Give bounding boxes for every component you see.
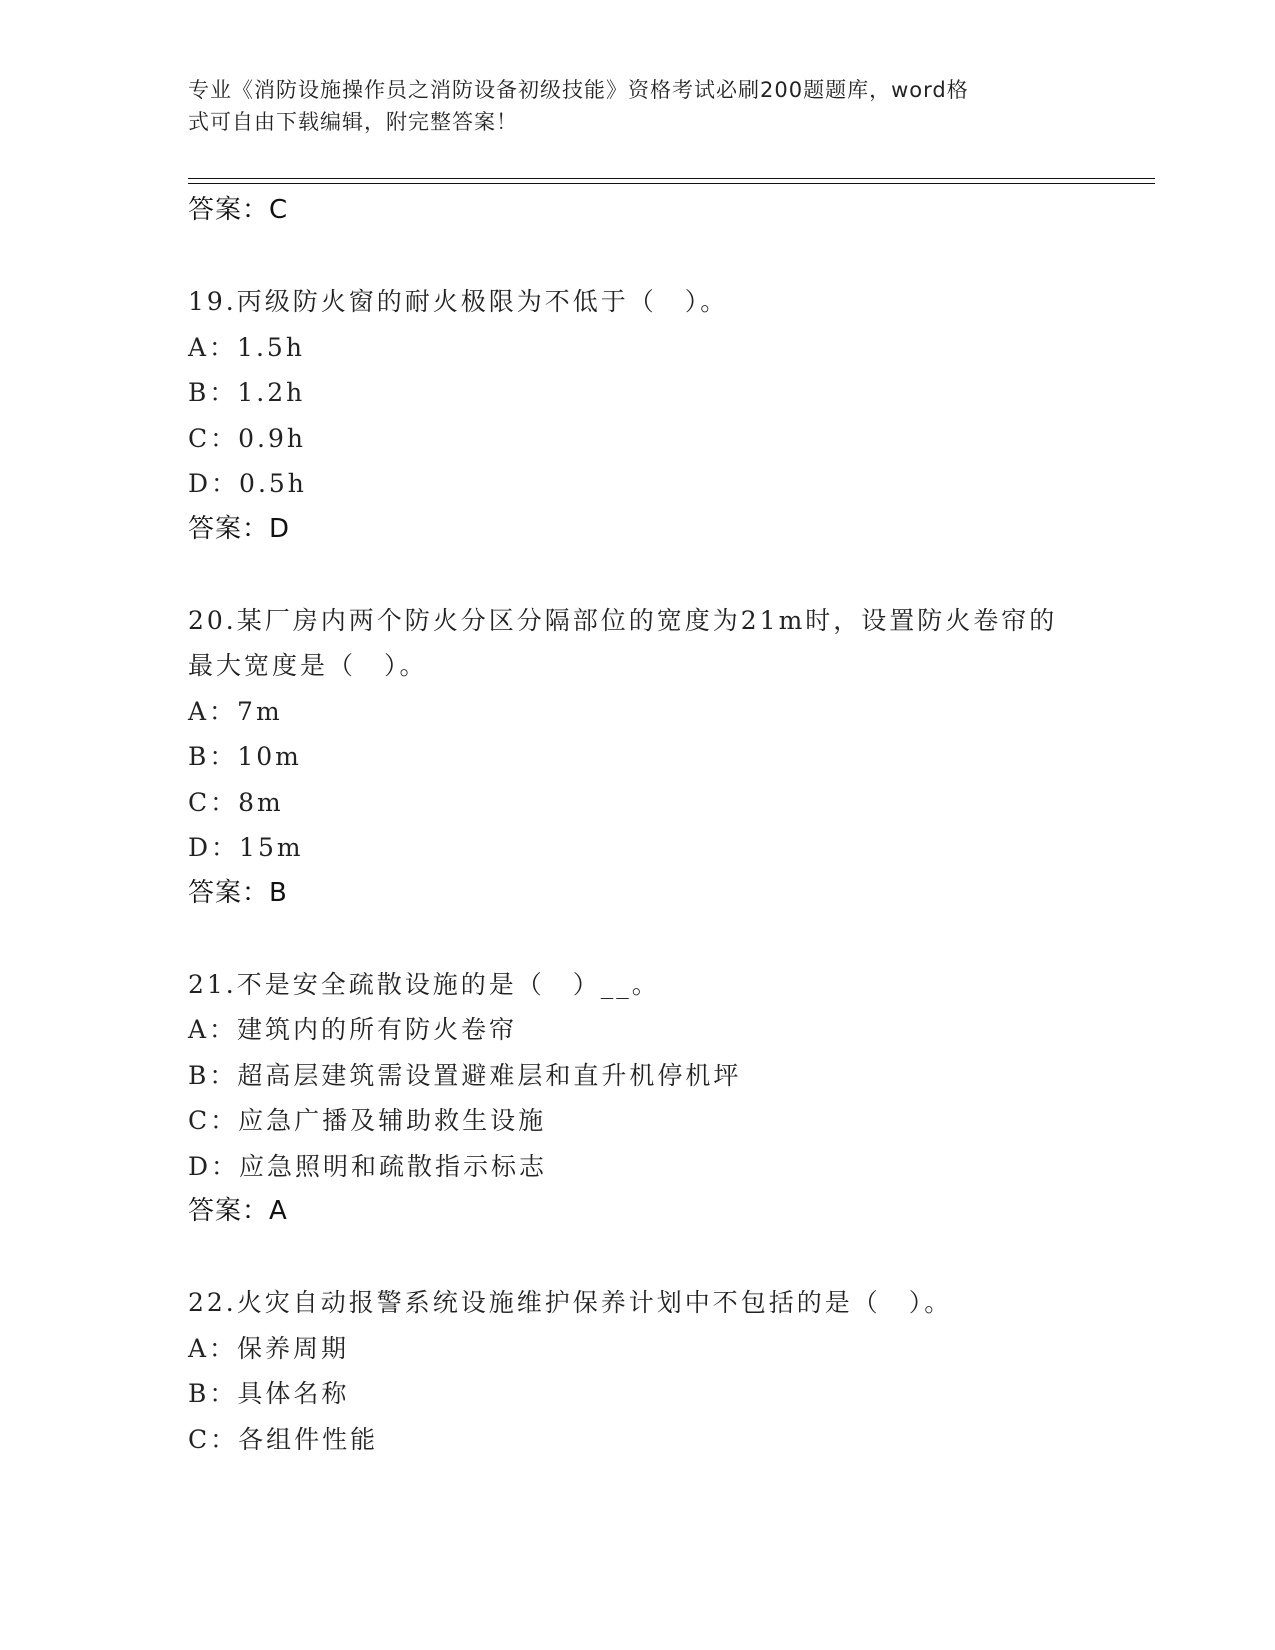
question-stem: 22.火灾自动报警系统设施维护保养计划中不包括的是（ ）。 — [188, 1288, 953, 1317]
option-c: C：8m — [188, 787, 284, 817]
option-b: B：超高层建筑需设置避难层和直升机停机坪 — [188, 1060, 742, 1090]
answer-line: 答案：B — [188, 877, 288, 908]
spacer — [188, 552, 1088, 598]
question-stem-continued: 最大宽度是（ ）。 — [188, 651, 428, 680]
question-20 — [188, 598, 1088, 917]
spacer — [188, 234, 1088, 280]
question-stem: 21.不是安全疏散设施的是（ ）__。 — [188, 969, 660, 999]
option-d: D：15m — [188, 833, 304, 862]
answer-line: 答案：A — [188, 1196, 288, 1226]
option-d: D：应急照明和疏散指示标志 — [188, 1151, 548, 1181]
option-c: C：各组件性能 — [188, 1424, 379, 1454]
header-line-2: 式可自由下载编辑，附完整答案！ — [188, 110, 518, 134]
answer-line: 答案：C — [188, 195, 289, 225]
header-divider-bottom — [188, 183, 1155, 184]
option-a: A：保养周期 — [188, 1333, 350, 1363]
option-b: B：1.2h — [188, 378, 306, 407]
option-c: C：0.9h — [188, 423, 306, 453]
document-header — [188, 74, 1088, 138]
question-21 — [188, 962, 1088, 1235]
option-b: B：10m — [188, 742, 302, 771]
question-list — [188, 188, 1088, 1462]
option-c: C：应急广播及辅助救生设施 — [188, 1106, 547, 1135]
spacer — [188, 916, 1088, 962]
question-19 — [188, 279, 1088, 552]
option-a: A：建筑内的所有防火卷帘 — [188, 1015, 518, 1044]
option-a: A：7m — [188, 696, 283, 726]
header-divider-top — [188, 178, 1155, 179]
option-b: B：具体名称 — [188, 1379, 350, 1408]
question-stem: 19.丙级防火窗的耐火极限为不低于（ ）。 — [188, 287, 729, 316]
option-d: D：0.5h — [188, 469, 307, 498]
question-stem: 20.某厂房内两个防火分区分隔部位的宽度为21m时，设置防火卷帘的 — [188, 605, 1058, 635]
option-a: A：1.5h — [188, 332, 305, 362]
answer-line: 答案：D — [188, 513, 291, 544]
question-22 — [188, 1280, 1088, 1462]
spacer — [188, 1235, 1088, 1281]
header-line-1: 专业《消防设施操作员之消防设备初级技能》资格考试必刷200题题库，word格 — [188, 78, 969, 102]
